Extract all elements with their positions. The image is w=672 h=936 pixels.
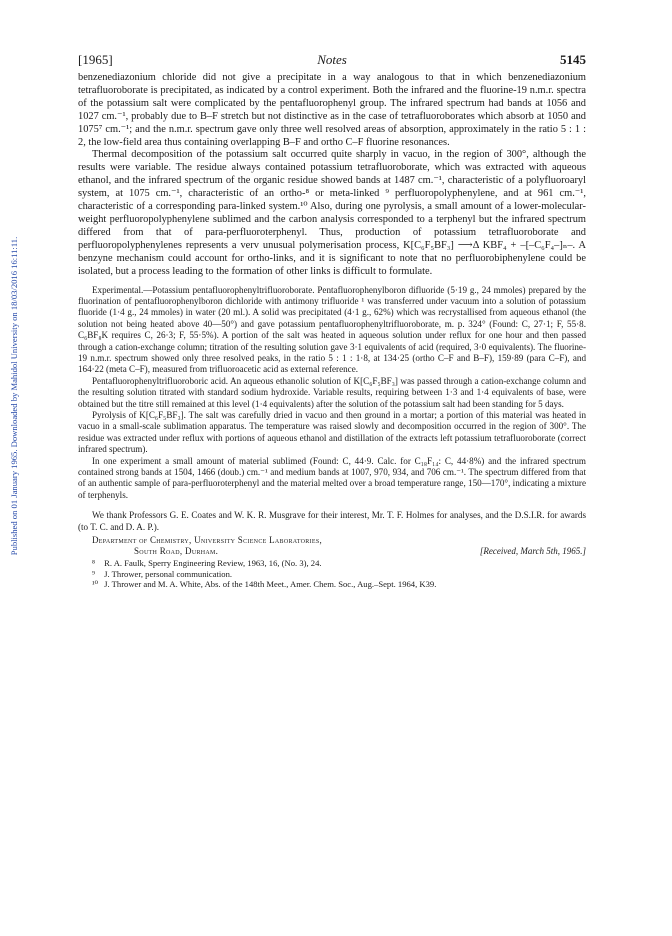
header-year: [1965] (78, 52, 113, 67)
reference-text: R. A. Faulk, Sperry Engineering Review, 1963, 16, (No. 3), 24. (104, 558, 322, 569)
acknowledgement: We thank Professors G. E. Coates and W. K. R. Musgrave for their interest, Mr. T. F. Holmes for analyses, and the D.S.I.R. for awards (to T. C. and D. A. P.). (78, 510, 586, 532)
body-paragraph: Thermal decomposition of the potassium salt occurred quite sharply in vacuo, in the region of 300°, although the results were variable. The residue always contained potassium tetrafluoroborate, which was extracted with aqueous ethanol, and the infrared spectrum of the organic residue showed bands at 1487 cm.⁻¹, characteristic of a polyfluoroaryl system, at 1075 cm.⁻¹, characteristic of an ortho-⁸ or meta-linked ⁹ perfluoropolyphenylene, and at 961 cm.⁻¹, characteristic of a corresponding para-linked system.¹⁰ Also, during one pyrolysis, a small amount of a lower-molecular-weight perfluoropolyphenylene sublimed and the carbon analysis corresponded to a terphenyl but the infrared spectrum differed from that of para-perfluoroterphenyl. Thus, production of potassium tetrafluoroborate and perfluoropolyphenylenes represents a verv unusual polymerisation process, K[C₆F₅BF₃] ⟶Δ KBF₄ + –[–C₆F₄–]ₙ–. A benzyne mechanism could account for ortho-links, and it is significant to note that no perfluorobiphenylene could be isolated, but a process leading to the formation of other links is difficult to formulate. (78, 149, 586, 277)
reference-text: J. Thrower and M. A. White, Abs. of the 148th Meet., Amer. Chem. Soc., Aug.–Sept. 1964, K39. (104, 579, 437, 590)
reference-number: ¹⁰ (92, 579, 99, 590)
experimental-paragraph: Experimental.—Potassium pentafluorophenyltrifluoroborate. Pentafluorophenylboron difluoride (5·19 g., 24 mmoles) prepared by the fluorination of pentafluorophenylboron dichloride with antimony trifluoride ¹ was transferred under vacuum into a solution of potassium fluoride (1·4 g., 24 mmoles) in water (20 ml.). A solid was precipitated (4·1 g., 62%) which was recrystallised from aqueous ethanol (the solution not being heated above 40—50°) and gave potassium pentafluorophenyltrifluoroborate, m. p. 324° (Found: C, 27·1; F, 55·8. C₆BF₈K requires C, 26·3; F, 55·5%). A portion of the salt was heated in aqueous solution under reflux for one hour and then passed through a cation-exchange column; titration of the resulting solution gave 3·1 equivalents of acid (required, 3·0 equivalents). The fluorine-19 n.m.r. spectrum showed only three resolved peaks, in the ratio 5 : 1 : 1·8, at 134·25 (ortho C–F and B–F), 159·89 (para C–F), and 164·22 (meta C–F), measured from trifluoroacetic acid as external reference. (78, 284, 586, 375)
experimental-paragraph: Pentafluorophenyltrifluoroboric acid. An aqueous ethanolic solution of K[C₆F₅BF₃] was passed through a cation-exchange column and the resulting solution titrated with standard sodium hydroxide. Variable results, requiring between 1·3 and 1·4 equivalents of base, were obtained but the titre still remained at this level (1·4 equivalents) after the solution of the potassium salt had been standing for 5 days. (78, 375, 586, 409)
experimental-section (78, 285, 586, 502)
received-date: [Received, March 5th, 1965.] (479, 546, 586, 557)
download-watermark (8, 186, 19, 606)
download-watermark-text: Published on 01 January 1965. Downloaded by Mahidol University on 18/03/2016 16:11:11. (8, 236, 19, 556)
experimental-paragraph: Pyrolysis of K[C₆F₅BF₃]. The salt was carefully dried in vacuo and then ground in a mortar; a portion of this material was heated in vacuo in a small-scale sublimation apparatus. The temperature was raised slowly and decomposition occurred in the region of 300°. The residue was extracted under reflux with portions of aqueous ethanol and distillation of the extracts left potassium tetrafluoroborate (correct infrared spectrum). (78, 409, 586, 455)
reference-item (78, 558, 586, 569)
main-text (78, 72, 586, 279)
header-page-number: 5145 (560, 52, 586, 67)
running-header (78, 52, 586, 72)
reference-item (78, 569, 586, 580)
references (78, 558, 586, 590)
reference-item (78, 579, 586, 590)
reference-number: ⁹ (92, 568, 95, 579)
header-section: Notes (317, 52, 347, 67)
journal-page (78, 52, 586, 590)
reference-text: J. Thrower, personal communication. (104, 568, 233, 579)
reference-number: ⁸ (92, 558, 95, 569)
experimental-paragraph: In one experiment a small amount of material sublimed (Found: C, 44·9. Calc. for C₁₈F₁₄: C, 44·8%) and the infrared spectrum contained strong bands at 1504, 1466 (doub.) cm.⁻¹ and medium bands at 1007, 970, 934, and 706 cm.⁻¹. The spectrum differed from that of an authentic sample of para-perfluoroterphenyl and the material melted over a broad temperature range, 150—170°, indicating a mixture of terphenyls. (78, 455, 586, 500)
affiliation (78, 535, 586, 557)
affiliation-line: Department of Chemistry, University Science Laboratories, (92, 535, 323, 546)
affiliation-line: South Road, Durham. (134, 546, 219, 557)
body-paragraph: benzenediazonium chloride did not give a precipitate in a way analogous to that in which benzenediazonium tetrafluoroborate is precipitated, as indicated by a control experiment. Both the infrared and the fluorine-19 n.m.r. spectra of the potassium salt were complicated by the pentafluorophenyl group. The infrared spectrum had bands at 1056 and 1027 cm.⁻¹, probably due to B–F stretch but not distinctive as in the case of tetrafluoroborates which absorb at 1050 and 1075⁷ cm.⁻¹; and the n.m.r. spectrum gave only three well resolved areas of absorption, approximately in the ratio 5 : 1 : 2, the low-field area thus containing overlapping B–F and ortho C–F fluorine resonances. (78, 72, 586, 148)
